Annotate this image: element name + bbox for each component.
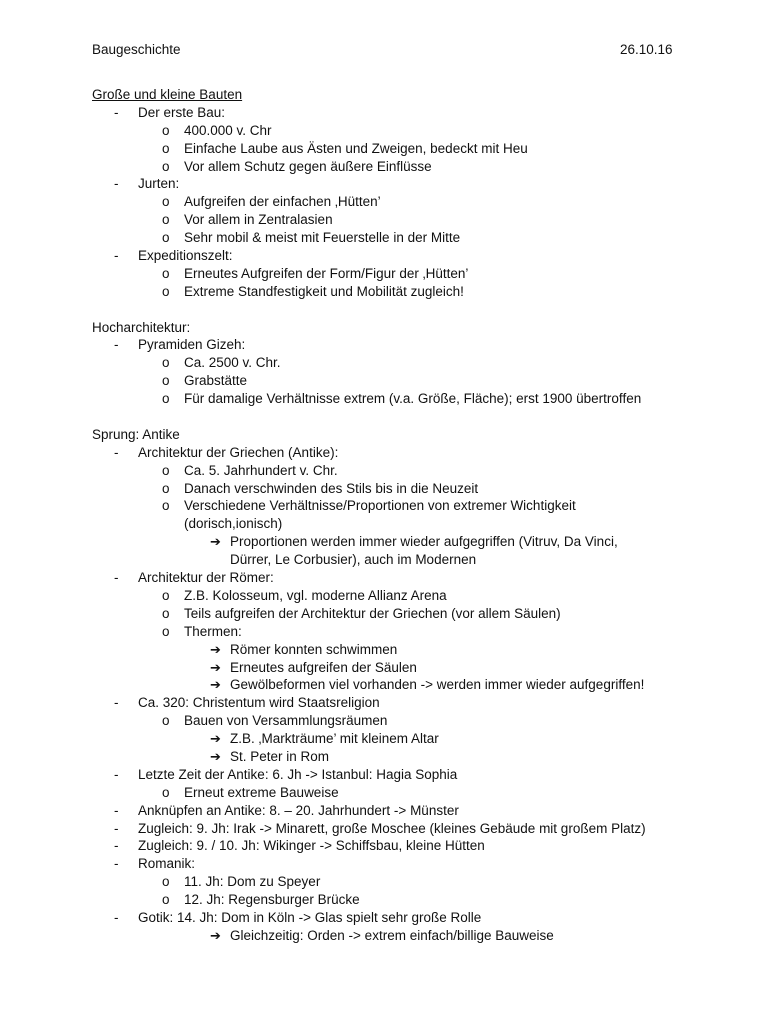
list-item-text: Z.B. Kolosseum, vgl. moderne Allianz Arena [184,587,447,603]
circle-bullet-icon: o [162,194,170,210]
circle-list-item [92,265,732,283]
list-item-text: Ca. 320: Christentum wird Staatsreligion [138,695,380,711]
circle-list-item [92,229,732,247]
list-item-text: Jurten: [138,176,180,192]
circle-list-item [92,497,732,515]
list-item-text: Erneut extreme Bauweise [184,784,339,800]
list-item-text: Romanik: [138,856,196,872]
circle-bullet-icon: o [162,265,170,281]
circle-list-item [92,891,732,909]
circle-bullet-icon: o [162,122,170,138]
dash-bullet-icon: - [114,570,119,586]
section-heading-text: Sprung: Antike [92,426,180,442]
list-item-text: Anknüpfen an Antike: 8. – 20. Jahrhundert -> Münster [138,802,459,818]
list-item-text: Gleichzeitig: Orden -> extrem einfach/billige Bauweise [230,927,554,943]
dash-bullet-icon: - [114,248,119,264]
circle-list-item [92,712,732,730]
dash-list-item [92,909,732,927]
dash-bullet-icon: - [114,444,119,460]
dash-list-item [92,766,732,784]
circle-list-item [92,283,732,301]
circle-bullet-icon: o [162,462,170,478]
dash-list-item [92,820,732,838]
dash-bullet-icon: - [114,820,119,836]
circle-bullet-icon: o [162,623,170,639]
circle-bullet-icon: o [162,587,170,603]
notes-body [92,86,732,945]
arrow-bullet-icon: ➔ [210,534,221,550]
list-item-text: (dorisch,ionisch) [184,516,283,532]
dash-bullet-icon: - [114,176,119,192]
list-item-text: Für damalige Verhältnisse extrem (v.a. Größe, Fläche); erst 1900 übertroffen [184,391,642,407]
circle-bullet-icon: o [162,391,170,407]
section-heading [92,426,732,444]
arrow-list-item [92,927,732,945]
list-item-text: Letzte Zeit der Antike: 6. Jh -> Istanbul: Hagia Sophia [138,766,458,782]
section-heading-text: Große und kleine Bauten [92,87,243,102]
circle-list-item [92,211,732,229]
circle-bullet-icon: o [162,373,170,389]
circle-list-item [92,784,732,802]
list-item-text: Zugleich: 9. / 10. Jh: Wikinger -> Schiffsbau, kleine Hütten [138,838,485,854]
circle-list-item [92,462,732,480]
dash-bullet-icon: - [114,766,119,782]
circle-bullet-icon: o [162,784,170,800]
list-item-text: Teils aufgreifen der Architektur der Griechen (vor allem Säulen) [184,605,561,621]
dash-bullet-icon: - [114,909,119,925]
circle-list-item [92,193,732,211]
dash-list-item [92,569,732,587]
arrow-bullet-icon: ➔ [210,748,221,764]
list-item-text: Thermen: [184,623,242,639]
list-item-text: Erneutes aufgreifen der Säulen [230,659,417,675]
arrow-list-item [92,641,732,659]
dash-list-item [92,837,732,855]
list-item-text: Sehr mobil & meist mit Feuerstelle in der Mitte [184,230,461,246]
list-item-text: Proportionen werden immer wieder aufgegriffen (Vitruv, Da Vinci, [230,534,618,550]
arrow-list-item [92,676,732,694]
dash-list-item [92,104,732,122]
list-item-text: 11. Jh: Dom zu Speyer [184,874,321,890]
section-heading [92,319,732,337]
list-item-text: Ca. 2500 v. Chr. [184,355,281,371]
list-item-text: 400.000 v. Chr [184,122,272,138]
circle-list-item [92,354,732,372]
list-item-text: Vor allem Schutz gegen äußere Einflüsse [184,158,432,174]
list-item-text: Grabstätte [184,373,248,389]
arrow-bullet-icon: ➔ [210,731,221,747]
arrow-bullet-icon: ➔ [210,641,221,657]
circle-bullet-icon: o [162,892,170,908]
circle-bullet-icon: o [162,480,170,496]
dash-bullet-icon: - [114,695,119,711]
document-date: 26.10.16 [620,42,673,57]
circle-list-item [92,122,732,140]
list-item-text: St. Peter in Rom [230,748,330,764]
list-item-text: Danach verschwinden des Stils bis in die Neuzeit [184,480,479,496]
blank-line [92,301,732,319]
section-heading [92,86,732,104]
blank-line [92,408,732,426]
circle-bullet-icon: o [162,140,170,156]
list-item-text: Architektur der Römer: [138,570,274,586]
document-title: Baugeschichte [92,42,181,57]
list-item-text: Bauen von Versammlungsräumen [184,713,388,729]
dash-list-item [92,802,732,820]
list-item-text: Verschiedene Verhältnisse/Proportionen von extremer Wichtigkeit [184,498,576,514]
list-item-text: 12. Jh: Regensburger Brücke [184,892,360,908]
list-item-text: Architektur der Griechen (Antike): [138,444,339,460]
circle-bullet-icon: o [162,355,170,371]
circle-bullet-icon: o [162,605,170,621]
arrow-list-item [92,533,732,551]
list-item-text: Extreme Standfestigkeit und Mobilität zugleich! [184,283,464,299]
list-item-continuation [92,515,732,533]
circle-bullet-icon: o [162,283,170,299]
circle-bullet-icon: o [162,230,170,246]
circle-list-item [92,587,732,605]
section-heading-text: Hocharchitektur: [92,319,191,335]
dash-list-item [92,444,732,462]
circle-list-item [92,140,732,158]
arrow-list-item [92,748,732,766]
circle-bullet-icon: o [162,713,170,729]
list-item-text: Aufgreifen der einfachen ‚Hütten’ [184,194,381,210]
arrow-bullet-icon: ➔ [210,927,221,943]
dash-list-item [92,855,732,873]
circle-list-item [92,158,732,176]
list-item-text: Z.B. ‚Markträume’ mit kleinem Altar [230,731,439,747]
dash-bullet-icon: - [114,838,119,854]
arrow-list-item [92,730,732,748]
list-item-continuation [92,551,732,569]
circle-bullet-icon: o [162,874,170,890]
dash-list-item [92,247,732,265]
dash-list-item [92,694,732,712]
dash-list-item [92,336,732,354]
list-item-text: Erneutes Aufgreifen der Form/Figur der ‚Hütten’ [184,265,469,281]
list-item-text: Der erste Bau: [138,104,226,120]
circle-list-item [92,390,732,408]
circle-list-item [92,623,732,641]
list-item-text: Römer konnten schwimmen [230,641,398,657]
list-item-text: Expeditionszelt: [138,248,233,264]
circle-list-item [92,372,732,390]
circle-list-item [92,873,732,891]
circle-bullet-icon: o [162,498,170,514]
list-item-text: Pyramiden Gizeh: [138,337,246,353]
list-item-text: Ca. 5. Jahrhundert v. Chr. [184,462,338,478]
list-item-text: Gotik: 14. Jh: Dom in Köln -> Glas spielt sehr große Rolle [138,909,482,925]
list-item-text: Einfache Laube aus Ästen und Zweigen, bedeckt mit Heu [184,140,528,156]
arrow-bullet-icon: ➔ [210,677,221,693]
list-item-text: Gewölbeformen viel vorhanden -> werden immer wieder aufgegriffen! [230,677,645,693]
arrow-list-item [92,659,732,677]
dash-bullet-icon: - [114,802,119,818]
circle-bullet-icon: o [162,158,170,174]
dash-bullet-icon: - [114,104,119,120]
list-item-text: Vor allem in Zentralasien [184,212,333,228]
dash-list-item [92,175,732,193]
circle-list-item [92,605,732,623]
list-item-text: Zugleich: 9. Jh: Irak -> Minarett, große Moschee (kleines Gebäude mit großem Platz) [138,820,646,836]
dash-bullet-icon: - [114,337,119,353]
circle-bullet-icon: o [162,212,170,228]
dash-bullet-icon: - [114,856,119,872]
circle-list-item [92,480,732,498]
list-item-text: Dürrer, Le Corbusier), auch im Modernen [230,552,477,568]
arrow-bullet-icon: ➔ [210,659,221,675]
